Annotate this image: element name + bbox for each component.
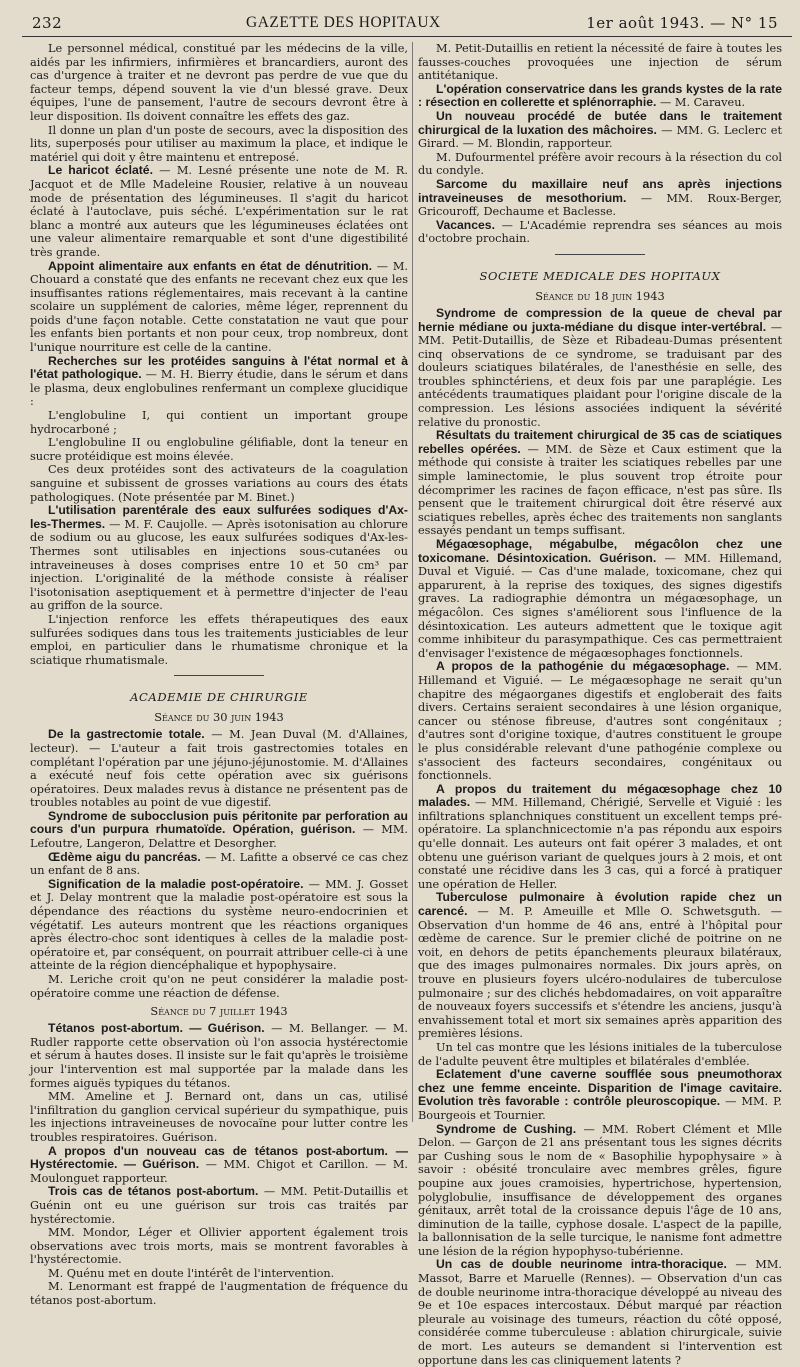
paragraph: M. Leriche croit qu'on ne peut considérer la maladie post-opératoire comme une réaction de défense. bbox=[30, 973, 408, 1000]
paragraph: Un tel cas montre que les lésions initiales de la tuberculose de l'adulte peuvent être multiples et bilatérales d'emblée. bbox=[418, 1040, 782, 1068]
header-rule bbox=[22, 36, 792, 37]
article bbox=[30, 810, 408, 851]
article-text: — MM. G. Leclerc et Girard. — M. Blondin, rapporteur. bbox=[418, 123, 782, 151]
paragraph: MM. Mondor, Léger et Ollivier apportent également trois observations avec trois morts, mais se montrent favorables à l'hystérectomie. bbox=[30, 1226, 408, 1267]
article-heading: L'opération conservatrice dans les grands kystes de la rate : résection en collerette et splénorraphie. bbox=[418, 81, 782, 110]
paragraph: L'englobuline I, qui contient un important groupe hydrocarboné ; bbox=[30, 409, 408, 436]
article-text: — M. P. Ameuille et Mlle O. Schwetsguth. — Observation d'un homme de 46 ans, entré à l'hôpital pour œdème de carence. Sur le premier cliché de poitrine on ne voit, en dehors de petits épanchements pleuraux bilatéraux, que des images pulmonaires normales. Dix jours après, on trouve en plusieurs foyers ulcéro-nodulaires de tuberculose pulmonaire ; sur des clichés hebdomadaires, on voit apparaître de nouveaux foyers successifs et s'étendre les anciens, jusqu'à envahissement total et mort six semaines après apparition des premières lésions. bbox=[418, 905, 782, 1041]
article bbox=[418, 1258, 782, 1367]
article-heading: L'utilisation parentérale des eaux sulfurées sodiques d'Ax-les-Thermes. bbox=[30, 503, 408, 531]
article bbox=[418, 83, 782, 110]
article bbox=[418, 178, 782, 219]
article-heading: Recherches sur les protéides sanguins à l'état normal et à l'état pathologique. bbox=[30, 353, 408, 382]
article bbox=[30, 1185, 408, 1226]
article-heading: Résultats du traitement chirurgical de 35 cas de sciatiques rebelles opérées. bbox=[418, 428, 782, 456]
journal-title: GAZETTE DES HOPITAUX bbox=[246, 14, 441, 31]
page-number: 232 bbox=[32, 14, 63, 32]
article bbox=[30, 1145, 408, 1186]
article-heading: Vacances. bbox=[436, 217, 495, 232]
article bbox=[418, 783, 782, 892]
paragraph: Ces deux protéides sont des activateurs de la coagulation sanguine et subissent de grosses variations au cours des états pathologiques. (Note présentée par M. Binet.) bbox=[30, 463, 408, 504]
article-text: — M. H. Bierry étudie, dans le sérum et dans le plasma, deux englobulines renfermant un complexe glucidique : bbox=[30, 368, 409, 409]
article-text: — M. F. Caujolle. — Après isotonisation au chlorure de sodium ou au glucose, les eaux sulfurées sodiques d'Ax-les-Thermes sont utilisables en injections sous-cutanées ou intraveineuses à doses comprises entre 10 et 50 cm³ par injection. L'originalité de la méthode consiste à réaliser l'isotonisation aseptiquement et à permettre d'injecter de l'eau au griffon de la source. bbox=[30, 517, 408, 613]
article bbox=[30, 504, 408, 613]
paragraph: M. Dufourmentel préfère avoir recours à la résection du col du condyle. bbox=[418, 150, 782, 178]
article-text: — MM. de Sèze et Caux estiment que la méthode qui consiste à traiter les sciatiques rebelles par une simple laminectomie, le plus souvent trop étroite pour décomprimer les racines de façon efficace, n'est pas sûre. Ils pensent que le traitement chirurgical doit être réservé aux sciatiques rebelles, après échec des traitements non sanglants essayés pendant un temps suffisant. bbox=[418, 442, 782, 538]
article bbox=[418, 660, 782, 782]
section-separator bbox=[174, 675, 264, 676]
article bbox=[30, 851, 408, 878]
article-text: — MM. Roux-Berger, Gricouroff, Dechaume et Baclesse. bbox=[418, 191, 782, 219]
article-heading: Syndrome de subocclusion puis péritonite par perforation au cours d'un purpura rhumatoïde. Opération, guérison. bbox=[30, 808, 408, 837]
article-text: — M. Lafitte a observé ce cas chez un enfant de 8 ans. bbox=[30, 850, 408, 878]
article bbox=[30, 260, 408, 355]
article-text: — MM. Petit-Dutaillis, de Sèze et Ribadeau-Dumas présentent cinq observations de ce syndrome, se traduisant par des douleurs sciatiques bilatérales, de l'anesthésie en selle, des troubles sphinctériens, et deux fois par une paraplégie. Les antécédents traumatiques plaidant pour l'origine discale de la compression. Les lésions associées indiquent la sévérité relative du pronostic. bbox=[418, 320, 783, 429]
article-heading: Syndrome de compression de la queue de cheval par hernie médiane ou juxta-médiane du disque inter-vertébral. bbox=[418, 305, 782, 334]
issue-date: 1er août 1943. — N° 15 bbox=[586, 14, 778, 32]
article bbox=[418, 1123, 782, 1259]
article-text: — M. Caraveu. bbox=[656, 96, 746, 110]
paragraph: Il donne un plan d'un poste de secours, avec la disposition des lits, superposés pour utiliser au maximum la place, et indique le matériel qui doit y être maintenu et entreposé. bbox=[30, 123, 408, 164]
article-heading: Appoint alimentaire aux enfants en état de dénutrition. bbox=[48, 258, 372, 273]
article-heading: Trois cas de tétanos post-abortum. bbox=[48, 1184, 259, 1199]
article-text: — MM. Massot, Barre et Maruelle (Rennes). — Observation d'un cas de double neurinome intra-thoracique développé au niveau des 9e et 10e espaces intercostaux. Début marqué par réaction pleurale au voisinage des tumeurs, réaction du côté opposé, considérée comme tuberculeuse : ablation chirurgicale, suivie de mort. Les auteurs se demandent si l'intervention est opportune dans les cas cliniquement latents ? bbox=[418, 1258, 782, 1367]
article bbox=[418, 219, 782, 246]
article bbox=[418, 1068, 782, 1122]
paragraph: M. Lenormant est frappé de l'augmentation de fréquence du tétanos post-abortum. bbox=[30, 1280, 408, 1308]
page-header bbox=[0, 0, 800, 36]
article-heading: Syndrome de Cushing. bbox=[436, 1121, 577, 1136]
right-column bbox=[418, 42, 783, 1367]
paragraph: L'injection renforce les effets thérapeutiques des eaux sulfurées sodiques dans tous les traitements justiciables de leur emploi, en particulier dans le rhumatisme chronique et la sciatique rhumatismale. bbox=[30, 612, 408, 667]
section-title: SOCIETE MEDICALE DES HOPITAUX bbox=[479, 268, 721, 283]
article bbox=[30, 355, 408, 409]
article-heading: Tétanos post-abortum. — Guérison. bbox=[48, 1021, 265, 1036]
article-text: — MM. Hillemand, Chérigié, Servelle et Viguié : les infiltrations splanchniques constituent un excellent temps pré-opératoire. La splanchnicectomie n'a pas répondu aux espoirs qu'elle donnait. Les auteurs ont fait opérer 3 malades, et ont obtenu une guérison variant de quelques jours à 2 mois, et ont constaté une récidive dans les 3 cas, qui a forcé à pratiquer une opération de Heller. bbox=[418, 796, 782, 891]
paragraph: M. Quénu met en doute l'intérêt de l'intervention. bbox=[48, 1266, 335, 1280]
paragraph: Le personnel médical, constitué par les médecins de la ville, aidés par les infirmiers, infirmières et brancardiers, auront des cas d'urgence à traiter et ne devront pas perdre de vue que du facteur temps, dépend souvent la vie d'un blessé grave. Deux équipes, l'une de pansement, l'autre de secours devront être à leur disposition. Ils doivent connaître les effets des gaz. bbox=[30, 42, 408, 123]
article-text: — L'Académie reprendra ses séances au mois d'octobre prochain. bbox=[418, 218, 782, 246]
article-heading: Mégaœsophage, mégabulbe, mégacôlon chez une toxicomane. Désintoxication. Guérison. bbox=[418, 537, 782, 565]
article bbox=[418, 891, 782, 1041]
article-text: — MM. Hillemand, Duval et Viguié. — Cas d'une malade, toxicomane, chez qui apparurent, à la reprise des toxiques, des signes digestifs graves. La radiographie démontra un mégaœsophage, un mégacôlon. Ces signes s'améliorent sous l'influence de la désintoxication. Les auteurs admettent que le toxique agit comme inhibiteur du parasympathique. Ces cas permettraient d'envisager l'existence de mégaœsophages fonctionnels. bbox=[418, 551, 783, 660]
session-date: Séance du 30 juin 1943 bbox=[154, 710, 284, 725]
article-text: — M. Lesné présente une note de M. R. Jacquot et de Mlle Madeleine Rousier, relative à un nouveau mode de présentation des légumineuses. Il s'agit du haricot éclaté à l'autoclave, puis séché. L'expérimentation sur le rat blanc a montré aux auteurs que les légumineuses éclatées ont une valeur alimentaire remarquable et sont d'une digestibilité très grande. bbox=[30, 164, 408, 259]
article-text: — MM. J. Gosset et J. Delay montrent que la maladie post-opératoire est sous la dépendance des réactions du système neuro-endocrinien et végétatif. Les auteurs montrent que les réactions organiques après électro-choc sont identiques à celles de la maladie post-opératoire et, par conséquent, on pourrait attribuer celle-ci à une atteinte de la région diencéphalique et hypophysaire. bbox=[30, 877, 408, 973]
paragraph: M. Petit-Dutaillis en retient la nécessité de faire à toutes les fausses-couches provoquées une injection de sérum antitétanique. bbox=[418, 42, 782, 83]
paragraph: MM. Ameline et J. Bernard ont, dans un cas, utilisé l'infiltration du ganglion cervical supérieur du sympathique, puis les injections intraveineuses de novocaïne pour lutter contre les troubles respiratoires. Guérison. bbox=[30, 1090, 408, 1144]
section-separator bbox=[555, 254, 645, 255]
article bbox=[30, 728, 408, 810]
article-heading: Œdème aigu du pancréas. bbox=[48, 849, 201, 864]
article-heading: Le haricot éclaté. bbox=[48, 163, 153, 178]
article-heading: A propos du traitement du mégaœsophage chez 10 malades. bbox=[418, 781, 782, 810]
article bbox=[418, 429, 782, 538]
article bbox=[30, 878, 408, 973]
article-heading: Un cas de double neurinome intra-thoracique. bbox=[436, 1257, 727, 1272]
article-text: — MM. Petit-Dutaillis et Guénin ont eu une guérison sur trois cas traités par hystérectomie. bbox=[30, 1185, 408, 1226]
article-text: — MM. P. Bourgeois et Tournier. bbox=[418, 1095, 782, 1122]
left-column bbox=[30, 42, 409, 1308]
article bbox=[30, 164, 408, 259]
article-text: — MM. Robert Clément et Mlle Delon. — Garçon de 21 ans présentant tous les signes décrits par Cushing sous le nom de « Basophilie hypophysaire » à savoir : obésité tronculaire avec membres grêles, figure poupine aux joues cramoisies, hypertrichose, hypertension, polyglobulie, insuffisance de développement des organes génitaux, arrêt total de la croissance depuis l'âge de 10 ans, diminution de la taille, cyphose dosale. L'aspect de la papille, la ballonnisation de la selle turcique, le nanisme font admettre une lésion de la région hypophyso-tubérienne. bbox=[418, 1122, 783, 1258]
article bbox=[30, 1022, 408, 1090]
article-text: — M. Jean Duval (M. d'Allaines, lecteur). — L'auteur a fait trois gastrectomies totales en complétant l'opération par une jéjuno-jéjunostomie. M. d'Allaines a exécuté neuf fois cette opération avec six guérisons opératoires. Deux malades revus à distance ne présentent pas de troubles notables au point de vue digestif. bbox=[30, 728, 409, 810]
article-heading: Eclatement d'une caverne soufflée sous pneumothorax chez une femme enceinte. Disparition de l'image cavitaire. Evolution très favorable : contrôle pleuroscopique. bbox=[418, 1067, 782, 1109]
article-heading: Sarcome du maxillaire neuf ans après injections intraveineuses de mesothorium. bbox=[418, 176, 782, 205]
article-heading: A propos d'un nouveau cas de tétanos post-abortum. — Hystérectomie. — Guérison. bbox=[30, 1143, 408, 1172]
article bbox=[418, 538, 782, 660]
paragraph: L'englobuline II ou englobuline gélifiable, dont la teneur en sucre protéidique est moins élevée. bbox=[30, 436, 408, 463]
section-title: ACADEMIE DE CHIRURGIE bbox=[130, 690, 308, 705]
article bbox=[418, 110, 782, 151]
column-divider bbox=[412, 42, 413, 1122]
article-text: — MM. Lefoutre, Langeron, Delattre et Desorgher. bbox=[30, 823, 408, 851]
article-text: — M. Bellanger. — M. Rudler rapporte cette observation où l'on associa hystérectomie et sérum à hautes doses. Il insiste sur le fait qu'après le troisième jour l'intervention est mal supportée par la malade dans les formes aiguës typiques du tétanos. bbox=[30, 1022, 408, 1090]
session-date: Séance du 7 juillet 1943 bbox=[150, 1004, 288, 1019]
article-text: — M. Chouard a constaté que des enfants ne recevant chez eux que les insuffisantes rations réglementaires, mais recevant à la cantine scolaire un supplément de calories, même léger, reprennent du poids d'une façon notable. Cette constatation ne vaut que pour les enfants bien portants et non pour ceux, trop nombreux, dont l'unique nourriture est celle de la cantine. bbox=[30, 259, 409, 355]
article-heading: Un nouveau procédé de butée dans le traitement chirurgical de la luxation des mâchoires. bbox=[418, 108, 782, 137]
article-text: — MM. Hillemand et Viguié. — Le mégaœsophage ne serait qu'un chapitre des mégaorganes digestifs et engloberait des faits divers. Certains seraient secondaires à une lésion organique, cancer ou sténose fibreuse, d'autres sont congénitaux ; d'autres sont d'origine toxique, d'autres constituent le groupe le plus considérable relevant d'une pathogénie complexe ou s'associent des facteurs secondaires, congénitaux ou fonctionnels. bbox=[418, 660, 782, 783]
article bbox=[418, 307, 782, 429]
session-date: Séance du 18 juin 1943 bbox=[535, 288, 665, 303]
article-heading: Tuberculose pulmonaire à évolution rapide chez un carencé. bbox=[418, 890, 782, 919]
article-heading: Signification de la maladie post-opératoire. bbox=[48, 876, 304, 891]
article-heading: A propos de la pathogénie du mégaœsophage. bbox=[436, 659, 730, 674]
article-text: — MM. Chigot et Carillon. — M. Moulonguet rapporteur. bbox=[30, 1158, 408, 1185]
article-heading: De la gastrectomie totale. bbox=[48, 727, 205, 742]
